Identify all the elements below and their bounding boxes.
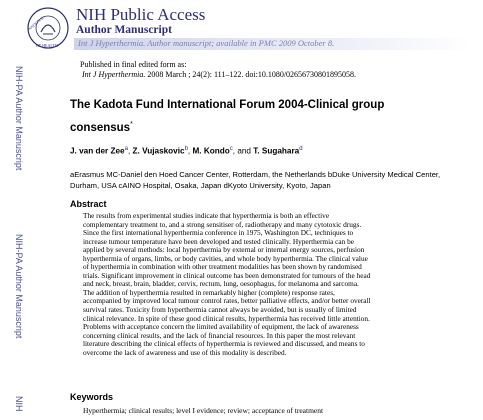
header-subtitle: Author Manuscript <box>76 24 172 36</box>
abstract-line: clinical relevance. In spite of these good clinical results, hyperthermia has received little attention. <box>83 313 370 323</box>
svg-text:OF HEALTH: OF HEALTH <box>36 43 58 48</box>
keywords-heading: Keywords <box>70 392 114 402</box>
abstract-line: complementary treatment to, and a strong sensitiser of, radiotherapy and many cytotoxic drugs. <box>83 219 362 229</box>
abstract-line: concerning clinical results, and the lack of financial resources. In this paper the most relevant <box>83 330 356 340</box>
abstract-heading: Abstract <box>70 199 107 209</box>
abstract-line: survival rates. Toxicity from hyperthermia cannot always be avoided, but is usually of limited <box>83 305 357 315</box>
affiliations: aErasmus MC-Daniel den Hoed Cancer Center, Rotterdam, the Netherlands bDuke University Medical Center, Durham, USA cAINO Hospital, Osaka, Japan dKyoto University, Kyoto, Japan <box>70 170 441 190</box>
availability-note: Int J Hyperthermia. Author manuscript; available in PMC 2009 October 8. <box>78 38 335 48</box>
author-name: M. Kondo <box>192 146 230 156</box>
title-footnote-mark[interactable]: * <box>130 121 133 128</box>
abstract-line: hyperthermia of organs, limbs, or body cavities, and whole body hyperthermia. The clinical value <box>83 253 368 263</box>
author-affiliation-link[interactable]: b <box>184 146 188 152</box>
header-bar <box>74 38 470 50</box>
abstract-line: accompanied by improved local tumour control rates, better palliative effects, and/or better overall <box>83 296 371 306</box>
article-title <box>70 96 450 138</box>
abstract-line: of hyperthermia in combination with other treatment modalities has been shown by randomised <box>83 262 362 272</box>
abstract-line: The addition of hyperthermia resulted in remarkably higher (complete) response rates, <box>83 287 335 297</box>
title-line-1: The Kadota Fund International Forum 2004-Clinical group <box>70 99 385 111</box>
abstract-line: Since the first international hyperthermia conference in 1975, Washington DC, techniques to <box>83 228 354 238</box>
abstract-body <box>83 212 463 357</box>
author-affiliation-link[interactable]: d <box>299 146 303 152</box>
title-line-2: consensus <box>70 121 131 134</box>
citation-details: 2008 March ; 24(2): 111–122. doi:10.1080/02656730801895058. <box>145 70 357 79</box>
published-line: Published in final edited form as: <box>80 60 187 69</box>
journal-name: Int J Hyperthermia. <box>82 70 146 79</box>
author-affiliation-link[interactable]: c <box>229 146 233 152</box>
abstract-line: applied by several methods: local hyperthermia by external or internal energy sources, perfusion <box>83 245 365 255</box>
abstract-line: overcome the lack of awareness and use of this modality is described. <box>83 347 287 357</box>
abstract-line: literature describing the clinical effects of hyperthermia is reviewed and discussed, and means to <box>83 339 365 349</box>
abstract-line: Problems with acceptance concern the limited availability of equipment, the lack of awareness <box>83 322 359 332</box>
nih-seal-logo <box>26 6 70 50</box>
side-label-3: NIH <box>14 396 24 412</box>
abstract-line: trials. Significant improvement in clinical outcome has been demonstrated for tumours of the head <box>83 270 371 280</box>
side-label-2: NIH-PA Author Manuscript <box>14 234 24 339</box>
author-list: J. van der Zee$^a$, Z. Vujaskovic$^b$, M. Kondo$^c$, and T. Sugahara$^d$ <box>70 146 303 156</box>
author-name: J. van der Zee <box>70 146 125 156</box>
abstract-line: increase tumour temperature have been developed and tested clinically. Hyperthermia can be <box>83 236 355 246</box>
abstract-line: The results from experimental studies indicate that hyperthermia is both an effective <box>83 211 330 220</box>
keywords-text: Hyperthermia; clinical results; level I evidence; review; acceptance of treatment <box>83 406 324 415</box>
author-name: T. Sugahara <box>253 146 300 156</box>
side-label-1: NIH-PA Author Manuscript <box>14 66 24 171</box>
author-name: Z. Vujaskovic <box>132 146 185 156</box>
header-title: NIH Public Access <box>76 5 206 24</box>
author-affiliation-link[interactable]: a <box>124 146 128 152</box>
publication-info <box>80 60 356 80</box>
svg-text:NATIONAL: NATIONAL <box>26 14 46 32</box>
abstract-line: and neck, breast, brain, bladder, cervix, rectum, lung, oesophagus, for melanoma and sarcoma. <box>83 279 359 289</box>
citation-line <box>80 70 356 80</box>
